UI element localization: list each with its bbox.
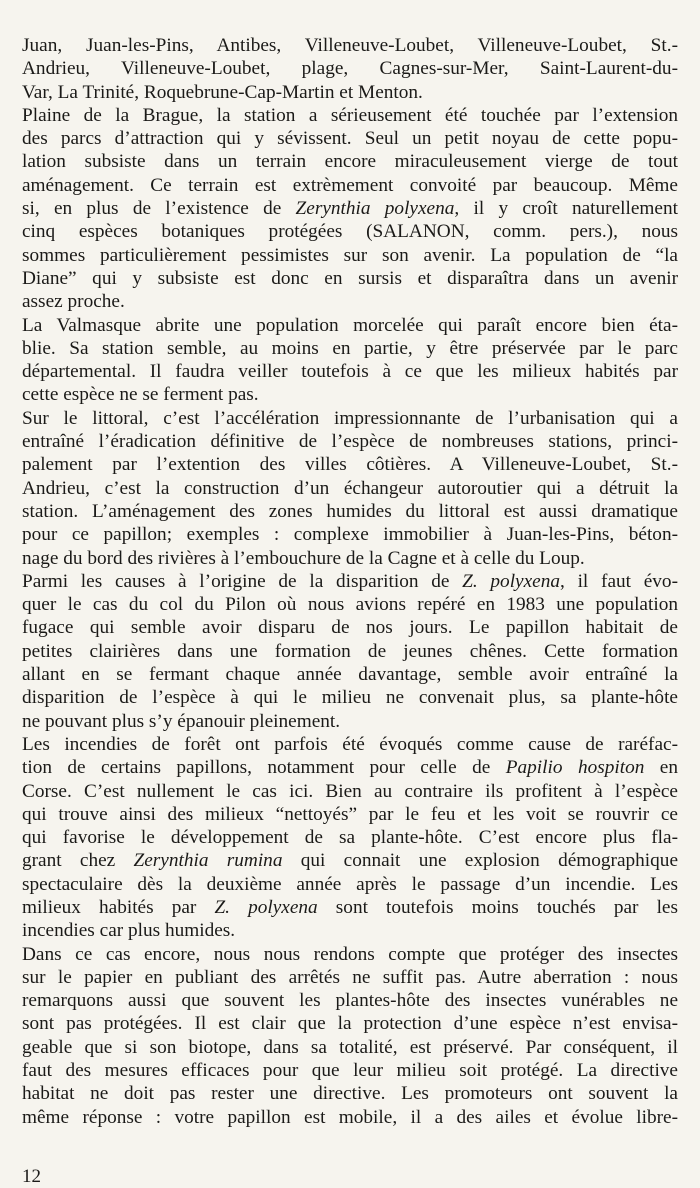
document-page (22, 34, 678, 1129)
text-line: ne pouvant plus s’y épanouir pleinement. (22, 710, 341, 732)
text-line: lation subsiste dans un terrain encore miraculeusement vierge de tout (22, 151, 678, 173)
paragraph (22, 407, 678, 570)
text-line: blie. Sa station semble, au moins en partie, y être préservée par le parc (22, 337, 678, 359)
text-line: cette espèce ne se ferment pas. (22, 384, 259, 406)
text-line: cinq espèces botaniques protégées (SALANON, comm. pers.), nous (22, 221, 678, 243)
text-line: station. L’aménagement des zones humides du littoral est aussi dramatique (22, 500, 678, 522)
text-line: assez proche. (22, 291, 125, 313)
text-line: habitat ne doit pas rester une directive. Les promoteurs ont souvent la (22, 1083, 678, 1105)
text-line: tion de certains papillons, notamment pour celle de Papilio hospiton en (22, 757, 678, 779)
text-line: sont pas protégées. Il est clair que la protection d’une espèce n’est envisa- (22, 1013, 678, 1035)
text-line: nage du bord des rivières à l’embouchure de la Cagne et à celle du Loup. (22, 547, 585, 569)
text-line: si, en plus de l’existence de Zerynthia polyxena, il y croît naturellement (22, 198, 678, 220)
text-line: Corse. C’est nullement le cas ici. Bien au contraire ils profitent à l’espèce (22, 780, 678, 802)
text-line: quer le cas du col du Pilon où nous avions repéré en 1983 une population (22, 594, 678, 616)
text-line: petites clairières dans une formation de jeunes chênes. Cette formation (22, 640, 678, 662)
page-number: 12 (22, 1166, 41, 1187)
text-line: disparition de l’espèce à qui le milieu ne convenait plus, sa plante-hôte (22, 687, 678, 709)
text-line: incendies car plus humides. (22, 920, 236, 942)
text-line: allant en se fermant chaque année davantage, semble avoir entraîné la (22, 664, 678, 686)
paragraph (22, 943, 678, 1129)
text-line: qui favorise le développement de sa plante-hôte. C’est encore plus fla- (22, 827, 678, 849)
text-line: pour ce papillon; exemples : complexe immobilier à Juan-les-Pins, béton- (22, 524, 678, 546)
text-line: Sur le littoral, c’est l’accélération impressionnante de l’urbanisation qui a (22, 407, 678, 429)
body-text (22, 34, 678, 1129)
paragraph (22, 34, 678, 104)
text-line: Var, La Trinité, Roquebrune-Cap-Martin et Menton. (22, 81, 423, 103)
text-line: entraîné l’éradication définitive de l’espèce de nombreuses stations, princi- (22, 431, 678, 453)
text-line: fugace qui semble avoir disparu de nos jours. Le papillon habitait de (22, 617, 678, 639)
text-line: Parmi les causes à l’origine de la disparition de Z. polyxena, il faut évo- (22, 570, 678, 592)
text-line: sur le papier en publiant des arrêtés ne suffit pas. Autre aberration : nous (22, 966, 678, 988)
text-line: Diane” qui y subsiste est donc en sursis et disparaîtra dans un avenir (22, 267, 678, 289)
text-line: Juan, Juan-les-Pins, Antibes, Villeneuve-Loubet, Villeneuve-Loubet, St.- (22, 35, 678, 56)
paragraph (22, 314, 678, 407)
paragraph (22, 733, 678, 943)
text-line: même réponse : votre papillon est mobile, il a des ailes et évolue libre- (22, 1106, 678, 1128)
text-line: palement par l’extention des villes côtières. A Villeneuve-Loubet, St.- (22, 454, 678, 476)
text-line: faut des mesures efficaces pour que leur milieu soit protégé. La directive (22, 1060, 678, 1082)
text-line: Andrieu, Villeneuve-Loubet, plage, Cagnes-sur-Mer, Saint-Laurent-du- (22, 58, 678, 80)
text-line: La Valmasque abrite une population morcelée qui paraît encore bien éta- (22, 314, 678, 336)
text-line: remarquons aussi que souvent les plantes-hôte des insectes vunérables ne (22, 990, 678, 1012)
text-line: milieux habités par Z. polyxena sont toutefois moins touchés par les (22, 896, 678, 918)
text-line: des parcs d’attraction qui y sévissent. Seul un petit noyau de cette popu- (22, 128, 678, 150)
text-line: aménagement. Ce terrain est extrèmement convoité par beaucoup. Même (22, 174, 678, 196)
text-line: Plaine de la Brague, la station a sérieusement été touchée par l’extension (22, 104, 678, 126)
paragraph (22, 104, 678, 314)
paragraph (22, 570, 678, 733)
text-line: geable que si son biotope, dans sa totalité, est préservé. Par conséquent, il (22, 1036, 678, 1058)
text-line: sommes particulièrement pessimistes sur son avenir. La population de “la (22, 244, 678, 266)
text-line: Dans ce cas encore, nous nous rendons compte que protéger des insectes (22, 943, 678, 965)
text-line: grant chez Zerynthia rumina qui connait une explosion démographique (22, 850, 678, 872)
text-line: qui trouve ainsi des milieux “nettoyés” par le feu et les voit se rouvrir ce (22, 803, 678, 825)
text-line: spectaculaire dès la deuxième année après le passage d’un incendie. Les (22, 873, 678, 895)
text-line: Les incendies de forêt ont parfois été évoqués comme cause de raréfac- (22, 733, 678, 755)
text-line: Andrieu, c’est la construction d’un échangeur autoroutier qui a détruit la (22, 477, 678, 499)
text-line: départemental. Il faudra veiller toutefois à ce que les milieux habités par (22, 361, 678, 383)
